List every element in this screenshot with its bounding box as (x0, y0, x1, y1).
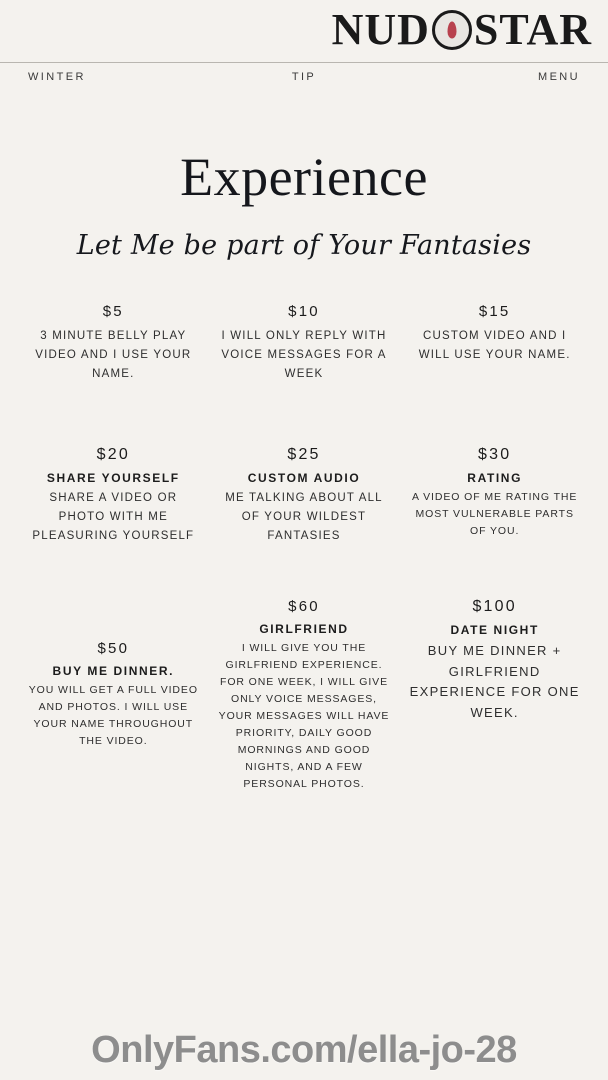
price-item-25 (209, 446, 400, 546)
price-item-10 (209, 303, 400, 384)
price-heading: BUY ME DINNER. (52, 664, 175, 679)
nav-item-tip[interactable]: TIP (291, 71, 317, 83)
price-heading: SHARE YOURSELF (46, 470, 180, 485)
price-label: $15 (478, 303, 511, 320)
menu-content (0, 90, 608, 1020)
price-description: BUY ME DINNER + GIRLFRIEND EXPERIENCE FOR ONE WEEK. (409, 642, 580, 721)
price-heading: CUSTOM AUDIO (247, 470, 361, 485)
price-label: $25 (287, 445, 321, 463)
price-description: SHARE A VIDEO OR PHOTO WITH ME PLEASURING YOURSELF (32, 491, 195, 542)
footer-watermark (0, 1020, 608, 1080)
price-description: ME TALKING ABOUT ALL OF YOUR WILDEST FANTASIES (225, 491, 383, 542)
page-subtitle: Let Me be part of Your Fantasies (76, 230, 532, 261)
price-heading: GIRLFRIEND (259, 621, 349, 636)
nudostar-logo-mark-icon (432, 10, 472, 50)
price-row (18, 446, 590, 546)
price-label: $20 (96, 445, 130, 463)
price-label: $5 (102, 303, 124, 320)
footer-watermark-text: OnlyFans.com/ella-jo-28 (91, 1028, 517, 1071)
price-heading: DATE NIGHT (450, 622, 539, 637)
price-heading: RATING (467, 470, 523, 485)
price-item-15 (399, 303, 590, 365)
price-row (18, 303, 590, 384)
price-item-60 (209, 598, 400, 793)
nav-bar (0, 62, 608, 92)
price-item-100 (399, 598, 590, 724)
price-grid (0, 303, 608, 793)
nav-item-menu[interactable]: MENU (538, 71, 580, 83)
price-item-30 (399, 446, 590, 540)
price-description: YOU WILL GET A FULL VIDEO AND PHOTOS. I WILL USE YOUR NAME THROUGHOUT THE VIDEO. (28, 684, 198, 748)
price-label: $30 (478, 445, 512, 463)
price-description: I WILL ONLY REPLY WITH VOICE MESSAGES FOR A WEEK (221, 330, 387, 380)
price-description: I WILL GIVE YOU THE GIRLFRIEND EXPERIENCE. FOR ONE WEEK, I WILL GIVE ONLY VOICE MESSAGES, YOUR MESSAGES WILL HAVE PRIORITY, DAILY GOOD MORNINGS AND GOOD NIGHTS, AND A FEW PERSONAL PHOTOS. (218, 641, 390, 790)
brand-text-left: NUD (331, 5, 430, 54)
page-title: Experience (180, 147, 428, 207)
price-description: 3 MINUTE BELLY PLAY VIDEO AND I USE YOUR NAME. (35, 330, 192, 380)
brand-text-right: STAR (473, 5, 592, 54)
price-label: $100 (472, 597, 517, 615)
price-item-20 (18, 446, 209, 546)
site-brand-bar (0, 0, 608, 62)
price-label: $60 (288, 597, 320, 615)
nav-item-winter[interactable]: WINTER (28, 71, 86, 83)
price-row (18, 598, 590, 793)
price-description: A VIDEO OF ME RATING THE MOST VULNERABLE PARTS OF YOU. (412, 490, 578, 537)
nudostar-logo (331, 5, 592, 54)
price-label: $10 (288, 303, 320, 320)
price-item-5 (18, 303, 209, 384)
price-item-50 (18, 640, 209, 750)
price-label: $50 (97, 640, 130, 658)
price-description: CUSTOM VIDEO AND I WILL USE YOUR NAME. (418, 330, 571, 361)
